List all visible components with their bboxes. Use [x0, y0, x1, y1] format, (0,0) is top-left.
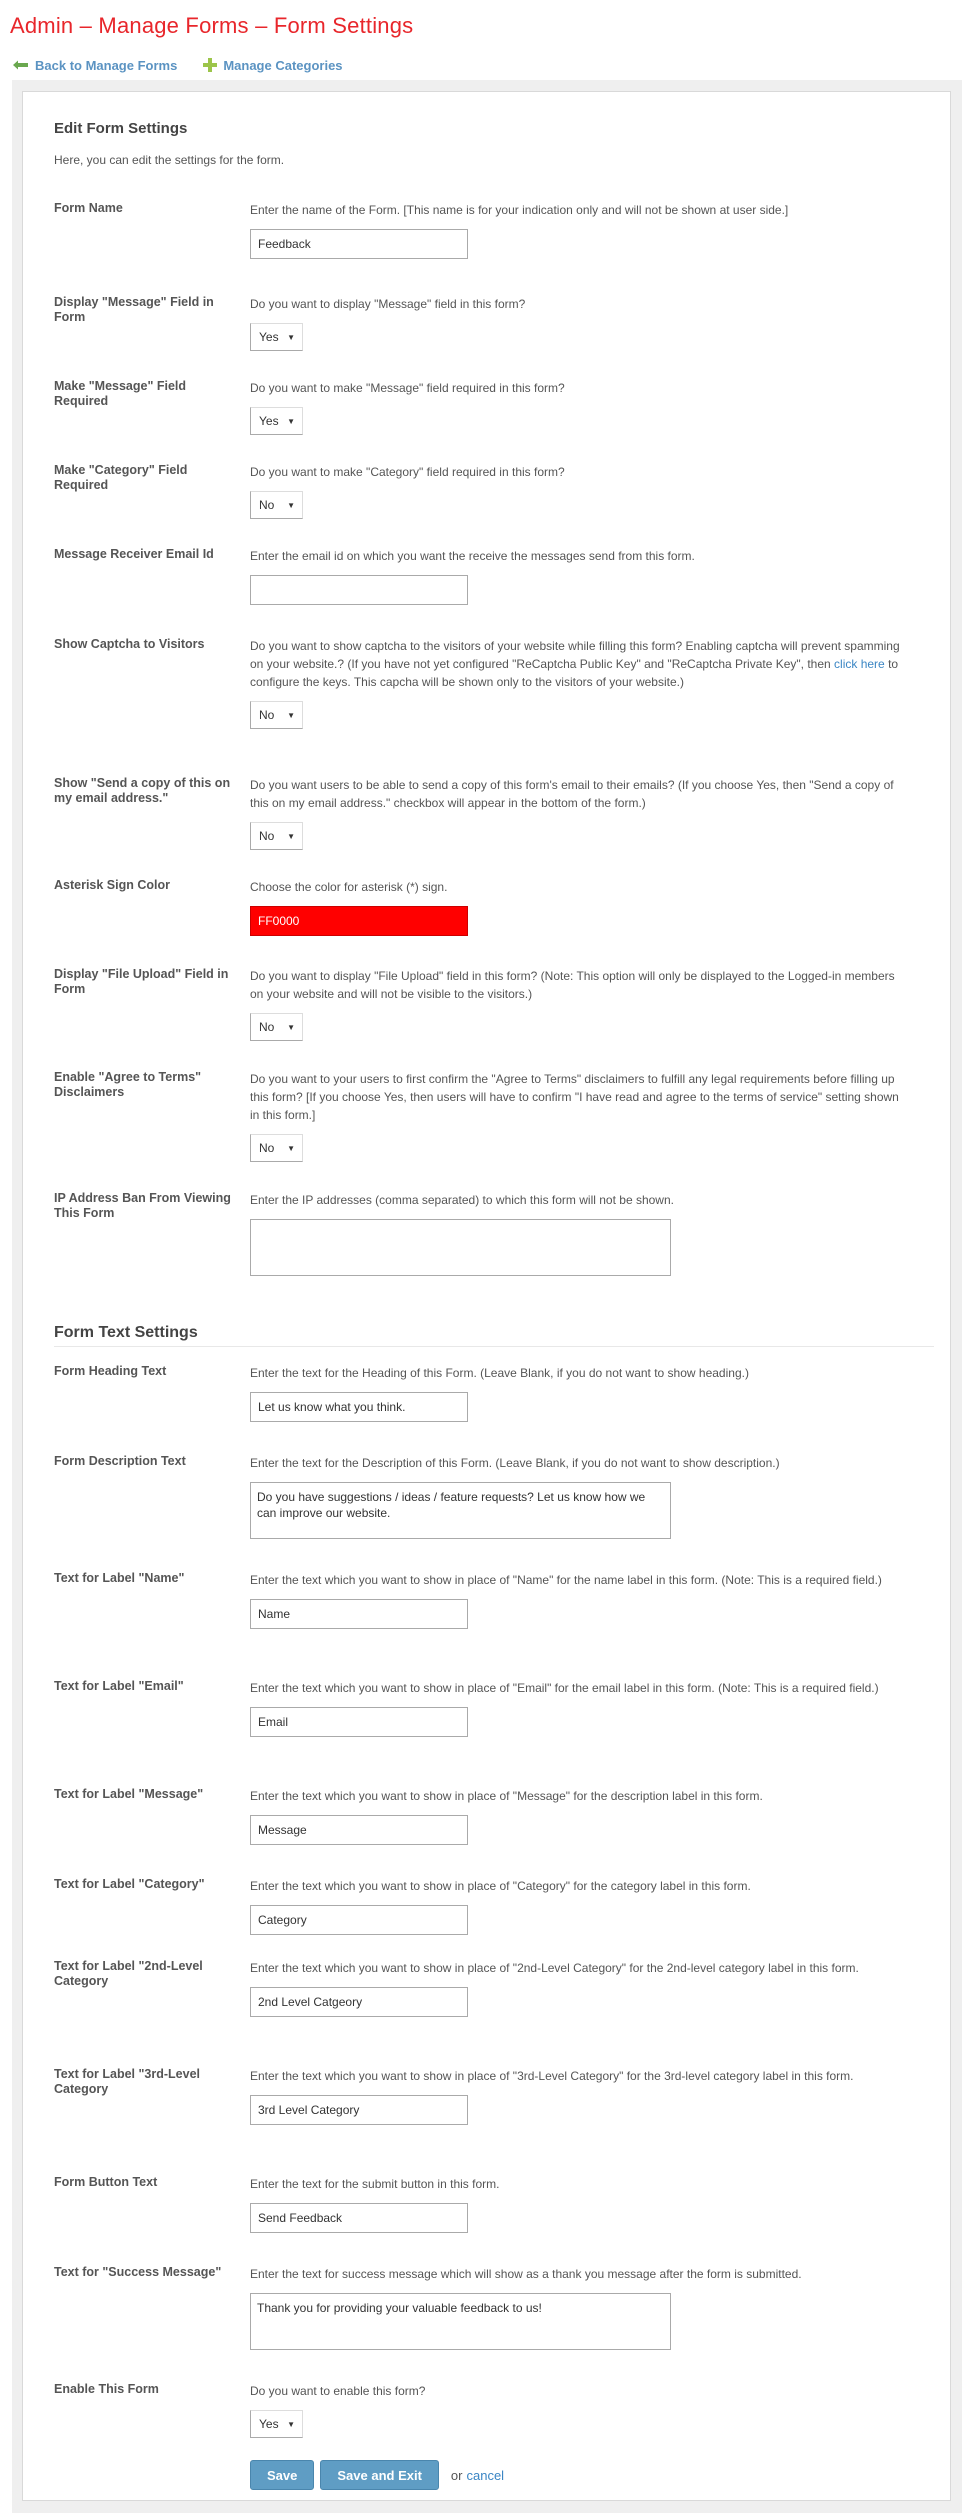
ip-ban-label: IP Address Ban From Viewing This Form	[54, 1191, 231, 1220]
chevron-down-icon: ▼	[287, 1022, 295, 1032]
send-copy-desc: Do you want users to be able to send a copy of this form's email to their emails? (If you choose Yes, then "Send a copy of this on my email address." checkbox will appear in the bottom of the form.)	[250, 778, 894, 810]
asterisk-color-input[interactable]	[250, 906, 468, 936]
display-message-label: Display "Message" Field in Form	[54, 295, 214, 324]
form-text-settings-heading: Form Text Settings	[54, 1324, 198, 1341]
display-message-desc: Do you want to display "Message" field in this form?	[250, 297, 526, 311]
description-text-textarea[interactable]	[250, 1482, 671, 1539]
receiver-email-label: Message Receiver Email Id	[54, 547, 214, 561]
ip-ban-textarea[interactable]	[250, 1219, 671, 1276]
success-message-label: Text for "Success Message"	[54, 2265, 222, 2279]
form-name-desc: Enter the name of the Form. [This name is for your indication only and will not be shown at user side.]	[250, 203, 789, 217]
manage-categories-link[interactable]	[203, 58, 342, 73]
category-required-label: Make "Category" Field Required	[54, 463, 188, 492]
chevron-down-icon: ▼	[287, 332, 295, 342]
send-copy-label: Show "Send a copy of this on my email address."	[54, 776, 231, 805]
category-required-value: No	[259, 498, 275, 512]
category-required-select[interactable]	[250, 491, 303, 519]
file-upload-select[interactable]	[250, 1013, 303, 1041]
form-name-label: Form Name	[54, 201, 123, 215]
enable-form-select[interactable]	[250, 2410, 303, 2438]
label-2nd-level-input[interactable]	[250, 1987, 468, 2017]
label-email-desc: Enter the text which you want to show in place of "Email" for the email label in this form. (Note: This is a required field.)	[250, 1681, 879, 1695]
display-message-select[interactable]	[250, 323, 303, 351]
cancel-link[interactable]: cancel	[466, 2467, 505, 2483]
message-required-value: Yes	[259, 414, 279, 428]
asterisk-color-desc: Choose the color for asterisk (*) sign.	[250, 880, 448, 894]
back-to-manage-forms-label: Back to Manage Forms	[35, 57, 178, 73]
captcha-value: No	[259, 708, 275, 722]
back-to-manage-forms-link[interactable]	[13, 58, 177, 73]
enable-form-label: Enable This Form	[54, 2382, 159, 2396]
label-email-input[interactable]	[250, 1707, 468, 1737]
or-text: or	[450, 2467, 463, 2483]
chevron-down-icon: ▼	[287, 1143, 295, 1153]
label-category-input[interactable]	[250, 1905, 468, 1935]
display-message-value: Yes	[259, 330, 279, 344]
file-upload-label: Display "File Upload" Field in Form	[54, 967, 229, 996]
settings-panel	[22, 91, 951, 2501]
success-message-textarea[interactable]	[250, 2293, 671, 2350]
label-name-label: Text for Label "Name"	[54, 1571, 185, 1585]
section-divider	[54, 1346, 934, 1347]
button-text-input[interactable]	[250, 2203, 468, 2233]
agree-terms-label: Enable "Agree to Terms" Disclaimers	[54, 1070, 202, 1099]
captcha-desc: Do you want to show captcha to the visitors of your website while filling this form? Enabling captcha will prevent spamming on your website.? (If you have not yet configured "ReCaptcha Public Key" and "ReCaptcha Private Key", then click here to configure the keys. This capcha will be shown only to the visitors of your website.)	[250, 639, 900, 689]
form-name-input[interactable]	[250, 229, 468, 259]
button-text-desc: Enter the text for the submit button in this form.	[250, 2177, 500, 2191]
label-name-input[interactable]	[250, 1599, 468, 1629]
label-message-input[interactable]	[250, 1815, 468, 1845]
plus-icon	[203, 58, 217, 72]
intro-text: Here, you can edit the settings for the form.	[54, 153, 285, 167]
file-upload-value: No	[259, 1020, 275, 1034]
label-category-label: Text for Label "Category"	[54, 1877, 205, 1891]
message-required-select[interactable]	[250, 407, 303, 435]
description-text-label: Form Description Text	[54, 1454, 186, 1468]
chevron-down-icon: ▼	[287, 710, 295, 720]
heading-text-desc: Enter the text for the Heading of this Form. (Leave Blank, if you do not want to show heading.)	[250, 1366, 749, 1380]
save-and-exit-button[interactable]: Save and Exit	[320, 2460, 439, 2490]
heading-text-input[interactable]	[250, 1392, 468, 1422]
label-2nd-level-label: Text for Label "2nd-Level Category	[54, 1959, 203, 1988]
receiver-email-desc: Enter the email id on which you want the receive the messages send from this form.	[250, 549, 695, 563]
settings-outer-frame	[12, 80, 962, 2513]
asterisk-color-label: Asterisk Sign Color	[54, 878, 170, 892]
label-message-desc: Enter the text which you want to show in place of "Message" for the description label in this form.	[250, 1789, 763, 1803]
chevron-down-icon: ▼	[287, 416, 295, 426]
save-button[interactable]: Save	[250, 2460, 314, 2490]
label-message-label: Text for Label "Message"	[54, 1787, 204, 1801]
enable-form-value: Yes	[259, 2417, 279, 2431]
agree-terms-select[interactable]	[250, 1134, 303, 1162]
button-text-label: Form Button Text	[54, 2175, 158, 2189]
ip-ban-desc: Enter the IP addresses (comma separated) to which this form will not be shown.	[250, 1193, 674, 1207]
agree-terms-value: No	[259, 1141, 275, 1155]
chevron-down-icon: ▼	[287, 831, 295, 841]
label-3rd-level-input[interactable]	[250, 2095, 468, 2125]
chevron-down-icon: ▼	[287, 500, 295, 510]
enable-form-desc: Do you want to enable this form?	[250, 2384, 426, 2398]
message-required-desc: Do you want to make "Message" field required in this form?	[250, 381, 565, 395]
label-category-desc: Enter the text which you want to show in place of "Category" for the category label in this form.	[250, 1879, 751, 1893]
receiver-email-input[interactable]	[250, 575, 468, 605]
file-upload-desc: Do you want to display "File Upload" field in this form? (Note: This option will only be displayed to the Logged-in members on your website and will not be visible to the visitors.)	[250, 969, 895, 1001]
heading-text-label: Form Heading Text	[54, 1364, 167, 1378]
edit-form-settings-heading: Edit Form Settings	[54, 120, 188, 137]
message-required-label: Make "Message" Field Required	[54, 379, 187, 408]
agree-terms-desc: Do you want to your users to first confirm the "Agree to Terms" disclaimers to fulfill any legal requirements before filling up this form? [If you choose Yes, then users will have to confirm "I have read and agree to the terms of service" setting shown in this form.]	[250, 1072, 899, 1122]
description-text-desc: Enter the text for the Description of this Form. (Leave Blank, if you do not want to show description.)	[250, 1456, 780, 1470]
top-links	[13, 55, 369, 75]
captcha-label: Show Captcha to Visitors	[54, 637, 205, 651]
back-arrow-icon	[13, 60, 29, 70]
captcha-select[interactable]	[250, 701, 303, 729]
success-message-desc: Enter the text for success message which will show as a thank you message after the form is submitted.	[250, 2267, 802, 2281]
send-copy-select[interactable]	[250, 822, 303, 850]
label-3rd-level-label: Text for Label "3rd-Level Category	[54, 2067, 201, 2096]
page-title: Admin – Manage Forms – Form Settings	[10, 13, 414, 38]
label-3rd-level-desc: Enter the text which you want to show in place of "3rd-Level Category" for the 3rd-level category label in this form.	[250, 2069, 854, 2083]
category-required-desc: Do you want to make "Category" field required in this form?	[250, 465, 565, 479]
manage-categories-label: Manage Categories	[223, 57, 343, 73]
chevron-down-icon: ▼	[287, 2419, 295, 2429]
label-2nd-level-desc: Enter the text which you want to show in place of "2nd-Level Category" for the 2nd-level category label in this form.	[250, 1961, 859, 1975]
label-name-desc: Enter the text which you want to show in place of "Name" for the name label in this form. (Note: This is a required field.)	[250, 1573, 882, 1587]
captcha-keys-link[interactable]: click here	[834, 657, 885, 671]
label-email-label: Text for Label "Email"	[54, 1679, 184, 1693]
send-copy-value: No	[259, 829, 275, 843]
